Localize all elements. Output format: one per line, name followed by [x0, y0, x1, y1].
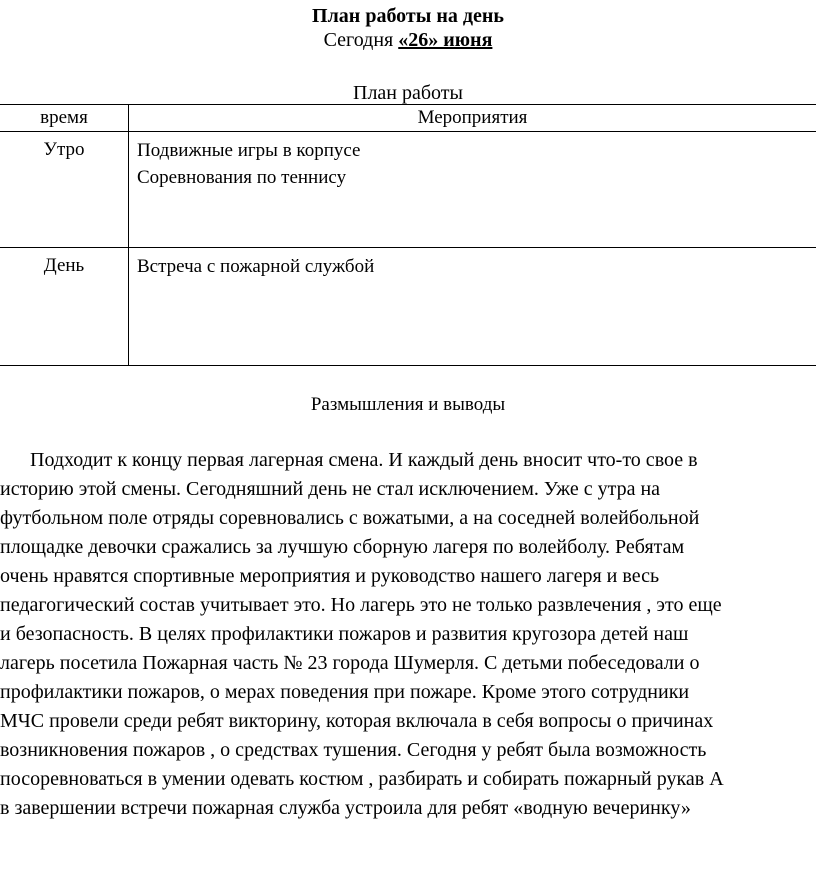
- time-cell: [0, 132, 129, 248]
- paragraph-line: педагогический состав учитывает это. Но лагерь это не только развлечения , это еще: [0, 594, 722, 616]
- page-title: План работы на день: [312, 5, 504, 27]
- plan-table: [0, 104, 816, 366]
- column-header-time: время: [0, 105, 129, 132]
- date-value: «26» июня: [398, 29, 493, 51]
- paragraph-line: возникновения пожаров , о средствах тушения. Сегодня у ребят была возможность: [0, 739, 707, 761]
- time-cell: [0, 248, 129, 366]
- date-line: [0, 28, 816, 52]
- paragraph-line: посоревноваться в умении одевать костюм , разбирать и собирать пожарный рукав А: [0, 768, 724, 790]
- paragraph-line: площадке девочки сражались за лучшую сборную лагеря по волейболу. Ребятам: [0, 536, 685, 558]
- events-list: [129, 248, 816, 280]
- event-item: Подвижные игры в корпусе: [137, 140, 361, 161]
- paragraph-line: МЧС провели среди ребят викторину, которая включала в себя вопросы о причинах: [0, 710, 714, 732]
- plan-title: План работы: [353, 82, 463, 104]
- time-label: Утро: [43, 139, 85, 160]
- date-prefix: Сегодня: [323, 29, 399, 51]
- table-header-row: [0, 105, 816, 132]
- paragraph-line: профилактики пожаров, о мерах поведения при пожаре. Кроме этого сотрудники: [0, 681, 690, 703]
- events-cell: [129, 132, 816, 248]
- paragraph-line: футбольном поле отряды соревновались с вожатыми, а на соседней волейбольной: [0, 507, 700, 529]
- events-cell: [129, 248, 816, 366]
- paragraph-line: и безопасность. В целях профилактики пожаров и развития кругозора детей наш: [0, 623, 689, 645]
- time-label: День: [43, 255, 85, 276]
- paragraph-line: очень нравятся спортивные мероприятия и руководство нашего лагеря и весь: [0, 565, 660, 587]
- paragraph-line: историю этой смены. Сегодняшний день не стал исключением. Уже с утра на: [0, 478, 661, 500]
- table-row: [0, 248, 816, 366]
- events-list: [129, 132, 816, 191]
- event-item: Встреча с пожарной службой: [137, 256, 375, 277]
- reflection-heading: Размышления и выводы: [310, 394, 506, 415]
- paragraph-line: лагерь посетила Пожарная часть № 23 города Шумерля. С детьми побеседовали о: [0, 652, 700, 674]
- paragraph-line: в завершении встречи пожарная служба устроила для ребят «водную вечеринку»: [0, 797, 691, 819]
- table-row: [0, 132, 816, 248]
- reflection-paragraph: [0, 446, 816, 823]
- column-header-events: Мероприятия: [129, 105, 816, 132]
- paragraph-line: Подходит к концу первая лагерная смена. И каждый день вносит что-то свое в: [30, 449, 698, 471]
- event-item: Соревнования по теннису: [137, 167, 347, 188]
